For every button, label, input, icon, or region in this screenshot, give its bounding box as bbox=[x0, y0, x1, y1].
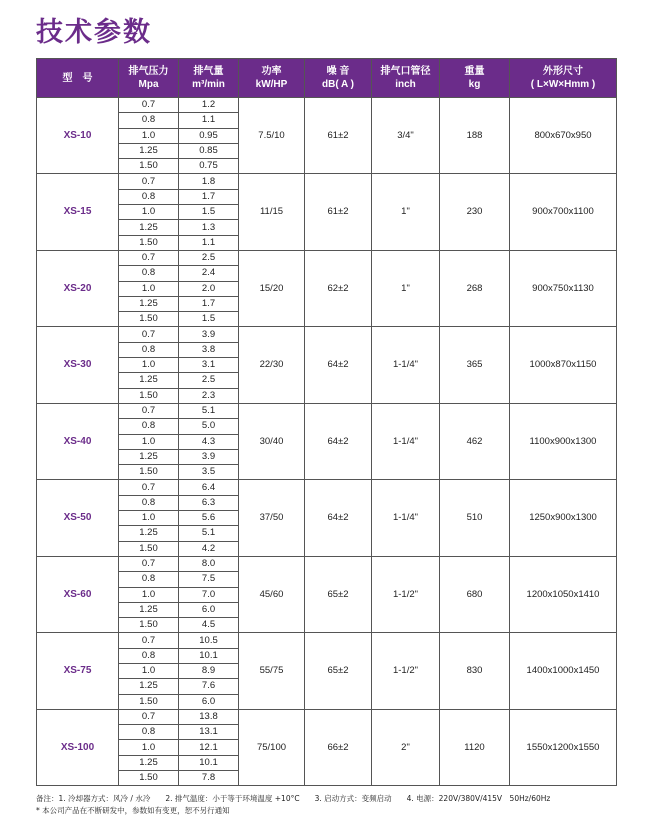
pressure-cell: 1.50 bbox=[119, 618, 179, 633]
pressure-cell: 1.25 bbox=[119, 296, 179, 311]
table-row bbox=[37, 480, 617, 495]
pressure-cell: 0.8 bbox=[119, 572, 179, 587]
flow-cell: 1.8 bbox=[179, 174, 239, 189]
pressure-cell: 0.7 bbox=[119, 556, 179, 571]
flow-cell: 6.0 bbox=[179, 694, 239, 709]
flow-cell: 8.0 bbox=[179, 556, 239, 571]
column-header bbox=[440, 59, 510, 98]
table-header-row bbox=[37, 59, 617, 98]
pressure-cell: 1.0 bbox=[119, 663, 179, 678]
table-row bbox=[37, 709, 617, 724]
pressure-cell: 1.50 bbox=[119, 541, 179, 556]
column-header bbox=[179, 59, 239, 98]
pressure-cell: 1.50 bbox=[119, 159, 179, 174]
flow-cell: 3.5 bbox=[179, 465, 239, 480]
column-header-unit: kW/HP bbox=[255, 79, 288, 90]
flow-cell: 7.0 bbox=[179, 587, 239, 602]
flow-cell: 2.5 bbox=[179, 373, 239, 388]
column-header-unit: ( L×W×Hmm ) bbox=[530, 79, 596, 90]
flow-cell: 13.8 bbox=[179, 709, 239, 724]
noise-cell: 62±2 bbox=[305, 250, 372, 326]
column-header bbox=[305, 59, 372, 98]
flow-cell: 2.0 bbox=[179, 281, 239, 296]
pressure-cell: 0.7 bbox=[119, 174, 179, 189]
flow-cell: 10.1 bbox=[179, 648, 239, 663]
column-header bbox=[119, 59, 179, 98]
model-cell: XS-20 bbox=[37, 250, 119, 326]
power-cell: 15/20 bbox=[239, 250, 305, 326]
flow-cell: 5.1 bbox=[179, 403, 239, 418]
table-row bbox=[37, 633, 617, 648]
weight-cell: 230 bbox=[440, 174, 510, 250]
model-cell: XS-100 bbox=[37, 709, 119, 785]
column-header bbox=[372, 59, 440, 98]
power-cell: 45/60 bbox=[239, 556, 305, 632]
pressure-cell: 1.25 bbox=[119, 602, 179, 617]
flow-cell: 4.2 bbox=[179, 541, 239, 556]
column-header-title: 重量 bbox=[464, 66, 485, 77]
pressure-cell: 1.25 bbox=[119, 373, 179, 388]
flow-cell: 0.95 bbox=[179, 128, 239, 143]
flow-cell: 3.8 bbox=[179, 342, 239, 357]
flow-cell: 1.3 bbox=[179, 220, 239, 235]
weight-cell: 510 bbox=[440, 480, 510, 556]
pressure-cell: 0.7 bbox=[119, 327, 179, 342]
column-header-unit: m³/min bbox=[192, 79, 225, 90]
pressure-cell: 1.0 bbox=[119, 511, 179, 526]
model-cell: XS-50 bbox=[37, 480, 119, 556]
power-cell: 55/75 bbox=[239, 633, 305, 709]
pressure-cell: 1.50 bbox=[119, 771, 179, 786]
pressure-cell: 1.50 bbox=[119, 694, 179, 709]
flow-cell: 8.9 bbox=[179, 663, 239, 678]
footnotes bbox=[36, 793, 550, 817]
pressure-cell: 1.50 bbox=[119, 388, 179, 403]
power-cell: 30/40 bbox=[239, 403, 305, 479]
weight-cell: 830 bbox=[440, 633, 510, 709]
column-header-unit: dB( A ) bbox=[321, 79, 355, 90]
footnote-remarks: 备注：1. 冷却器方式：风冷 / 水冷 2. 排气温度：小于等于环境温度 +10°C 3. 启动方式：变频启动 4. 电源：220V/380V/415V 50Hz/60Hz bbox=[36, 794, 551, 803]
power-cell: 7.5/10 bbox=[239, 98, 305, 174]
pressure-cell: 1.0 bbox=[119, 128, 179, 143]
pressure-cell: 1.25 bbox=[119, 220, 179, 235]
flow-cell: 1.5 bbox=[179, 312, 239, 327]
table-row bbox=[37, 98, 617, 113]
table-row bbox=[37, 250, 617, 265]
column-header-title: 排气量 bbox=[193, 66, 224, 77]
outlet-cell: 1" bbox=[372, 174, 440, 250]
pressure-cell: 1.0 bbox=[119, 358, 179, 373]
flow-cell: 1.5 bbox=[179, 205, 239, 220]
pressure-cell: 0.8 bbox=[119, 189, 179, 204]
outlet-cell: 1-1/4" bbox=[372, 480, 440, 556]
flow-cell: 1.7 bbox=[179, 296, 239, 311]
pressure-cell: 0.8 bbox=[119, 342, 179, 357]
flow-cell: 3.9 bbox=[179, 449, 239, 464]
column-header-title: 排气口管径 bbox=[380, 66, 431, 77]
flow-cell: 3.1 bbox=[179, 358, 239, 373]
column-header-unit: inch bbox=[395, 79, 416, 90]
flow-cell: 1.1 bbox=[179, 113, 239, 128]
pressure-cell: 1.0 bbox=[119, 587, 179, 602]
page-title: 技术参数 bbox=[36, 17, 152, 48]
pressure-cell: 1.25 bbox=[119, 143, 179, 158]
noise-cell: 61±2 bbox=[305, 174, 372, 250]
flow-cell: 12.1 bbox=[179, 740, 239, 755]
outlet-cell: 3/4" bbox=[372, 98, 440, 174]
pressure-cell: 0.8 bbox=[119, 648, 179, 663]
pressure-cell: 0.7 bbox=[119, 250, 179, 265]
dimensions-cell: 900x700x1100 bbox=[510, 174, 617, 250]
noise-cell: 61±2 bbox=[305, 98, 372, 174]
pressure-cell: 0.7 bbox=[119, 633, 179, 648]
flow-cell: 7.6 bbox=[179, 679, 239, 694]
model-cell: XS-40 bbox=[37, 403, 119, 479]
flow-cell: 7.5 bbox=[179, 572, 239, 587]
column-header-title: 排气压力 bbox=[128, 66, 169, 77]
column-header-unit: Mpa bbox=[138, 79, 159, 90]
pressure-cell: 0.7 bbox=[119, 98, 179, 113]
weight-cell: 188 bbox=[440, 98, 510, 174]
column-header-unit: kg bbox=[468, 79, 481, 90]
table-row bbox=[37, 403, 617, 418]
table-row bbox=[37, 327, 617, 342]
dimensions-cell: 1550x1200x1550 bbox=[510, 709, 617, 785]
dimensions-cell: 900x750x1130 bbox=[510, 250, 617, 326]
flow-cell: 4.3 bbox=[179, 434, 239, 449]
dimensions-cell: 1250x900x1300 bbox=[510, 480, 617, 556]
flow-cell: 1.1 bbox=[179, 235, 239, 250]
power-cell: 11/15 bbox=[239, 174, 305, 250]
flow-cell: 7.8 bbox=[179, 771, 239, 786]
flow-cell: 1.7 bbox=[179, 189, 239, 204]
column-header-title: 功率 bbox=[261, 66, 282, 77]
flow-cell: 10.1 bbox=[179, 755, 239, 770]
dimensions-cell: 1000x870x1150 bbox=[510, 327, 617, 403]
flow-cell: 2.3 bbox=[179, 388, 239, 403]
flow-cell: 6.3 bbox=[179, 495, 239, 510]
pressure-cell: 1.0 bbox=[119, 740, 179, 755]
outlet-cell: 1" bbox=[372, 250, 440, 326]
weight-cell: 268 bbox=[440, 250, 510, 326]
column-header bbox=[239, 59, 305, 98]
column-header-title: 外形尺寸 bbox=[543, 66, 583, 77]
outlet-cell: 1-1/4" bbox=[372, 403, 440, 479]
weight-cell: 680 bbox=[440, 556, 510, 632]
footnote-disclaimer: * 本公司产品在不断研发中，参数如有变更，恕不另行通知 bbox=[36, 806, 230, 815]
pressure-cell: 1.50 bbox=[119, 235, 179, 250]
power-cell: 75/100 bbox=[239, 709, 305, 785]
pressure-cell: 0.8 bbox=[119, 495, 179, 510]
dimensions-cell: 1100x900x1300 bbox=[510, 403, 617, 479]
model-cell: XS-15 bbox=[37, 174, 119, 250]
column-header bbox=[510, 59, 617, 98]
pressure-cell: 1.25 bbox=[119, 755, 179, 770]
flow-cell: 2.4 bbox=[179, 266, 239, 281]
pressure-cell: 0.8 bbox=[119, 266, 179, 281]
column-header-title: 型 号 bbox=[62, 72, 93, 84]
flow-cell: 5.0 bbox=[179, 419, 239, 434]
pressure-cell: 0.8 bbox=[119, 419, 179, 434]
noise-cell: 64±2 bbox=[305, 480, 372, 556]
column-header-title: 噪 音 bbox=[326, 66, 350, 77]
flow-cell: 6.4 bbox=[179, 480, 239, 495]
outlet-cell: 2" bbox=[372, 709, 440, 785]
column-header bbox=[37, 59, 119, 98]
weight-cell: 365 bbox=[440, 327, 510, 403]
flow-cell: 5.6 bbox=[179, 511, 239, 526]
dimensions-cell: 800x670x950 bbox=[510, 98, 617, 174]
flow-cell: 3.9 bbox=[179, 327, 239, 342]
noise-cell: 64±2 bbox=[305, 403, 372, 479]
pressure-cell: 1.0 bbox=[119, 281, 179, 296]
model-cell: XS-10 bbox=[37, 98, 119, 174]
dimensions-cell: 1400x1000x1450 bbox=[510, 633, 617, 709]
pressure-cell: 1.50 bbox=[119, 312, 179, 327]
noise-cell: 66±2 bbox=[305, 709, 372, 785]
flow-cell: 1.2 bbox=[179, 98, 239, 113]
model-cell: XS-30 bbox=[37, 327, 119, 403]
noise-cell: 64±2 bbox=[305, 327, 372, 403]
dimensions-cell: 1200x1050x1410 bbox=[510, 556, 617, 632]
model-cell: XS-60 bbox=[37, 556, 119, 632]
flow-cell: 6.0 bbox=[179, 602, 239, 617]
pressure-cell: 0.7 bbox=[119, 709, 179, 724]
flow-cell: 2.5 bbox=[179, 250, 239, 265]
pressure-cell: 1.50 bbox=[119, 465, 179, 480]
pressure-cell: 0.7 bbox=[119, 403, 179, 418]
weight-cell: 1120 bbox=[440, 709, 510, 785]
noise-cell: 65±2 bbox=[305, 556, 372, 632]
power-cell: 37/50 bbox=[239, 480, 305, 556]
flow-cell: 13.1 bbox=[179, 725, 239, 740]
pressure-cell: 0.7 bbox=[119, 480, 179, 495]
table-row bbox=[37, 174, 617, 189]
flow-cell: 0.85 bbox=[179, 143, 239, 158]
noise-cell: 65±2 bbox=[305, 633, 372, 709]
pressure-cell: 1.25 bbox=[119, 679, 179, 694]
outlet-cell: 1-1/4" bbox=[372, 327, 440, 403]
table-body bbox=[37, 98, 617, 786]
pressure-cell: 1.0 bbox=[119, 434, 179, 449]
table-row bbox=[37, 556, 617, 571]
outlet-cell: 1-1/2" bbox=[372, 633, 440, 709]
pressure-cell: 0.8 bbox=[119, 113, 179, 128]
model-cell: XS-75 bbox=[37, 633, 119, 709]
flow-cell: 0.75 bbox=[179, 159, 239, 174]
flow-cell: 4.5 bbox=[179, 618, 239, 633]
pressure-cell: 1.25 bbox=[119, 449, 179, 464]
pressure-cell: 1.25 bbox=[119, 526, 179, 541]
flow-cell: 10.5 bbox=[179, 633, 239, 648]
flow-cell: 5.1 bbox=[179, 526, 239, 541]
outlet-cell: 1-1/2" bbox=[372, 556, 440, 632]
pressure-cell: 0.8 bbox=[119, 725, 179, 740]
pressure-cell: 1.0 bbox=[119, 205, 179, 220]
spec-table bbox=[36, 58, 617, 786]
power-cell: 22/30 bbox=[239, 327, 305, 403]
weight-cell: 462 bbox=[440, 403, 510, 479]
